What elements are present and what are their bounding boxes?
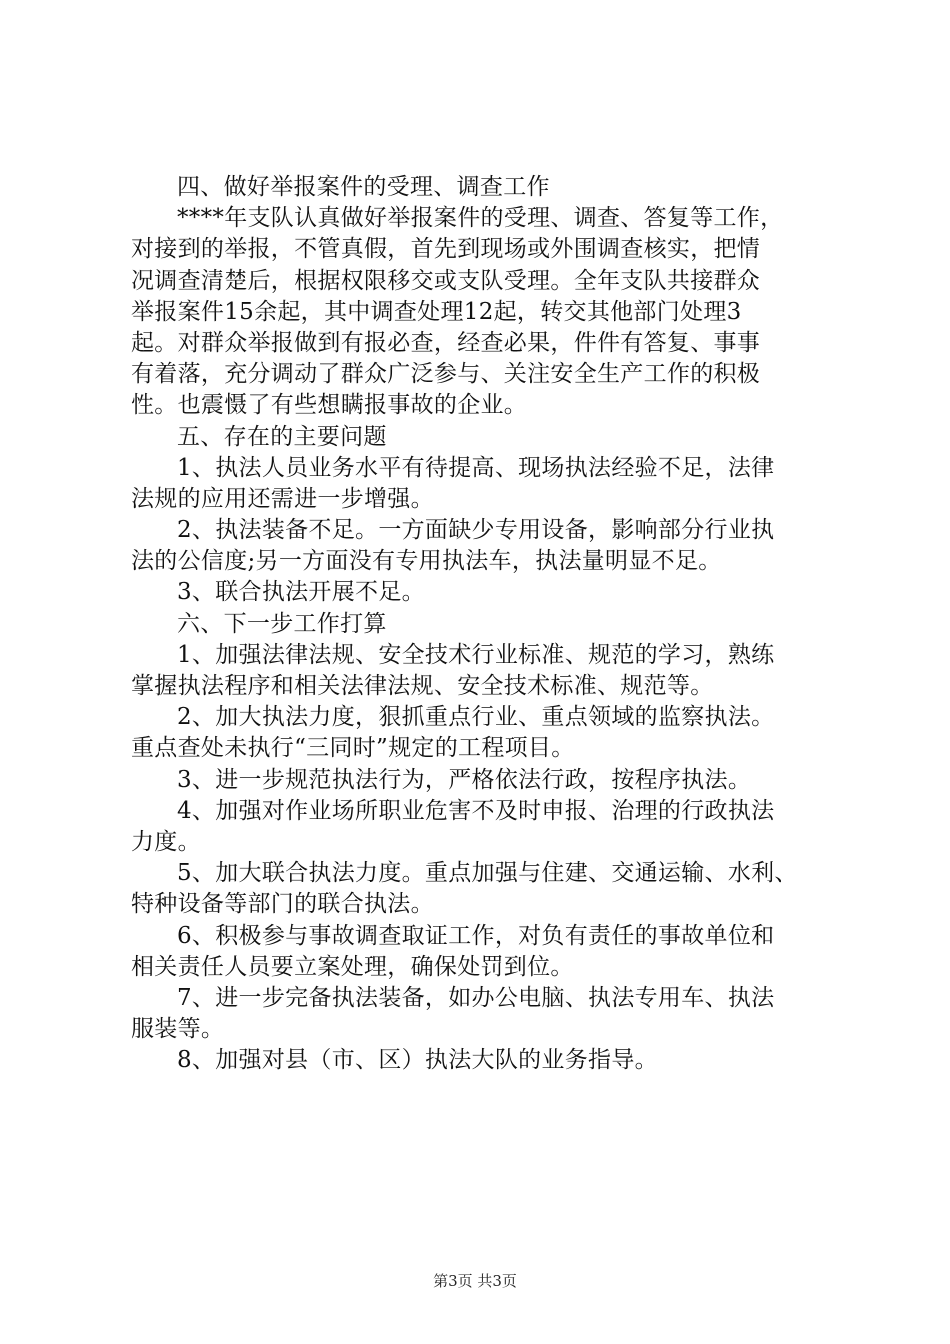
text-line: 3、进一步规范执法行为，严格依法行政，按程序执法。 (177, 766, 752, 793)
text-line: 3、联合执法开展不足。 (177, 579, 425, 606)
text-line: 五、存在的主要问题 (177, 423, 387, 450)
text-line: 7、进一步完备执法装备，如办公电脑、执法专用车、执法 (177, 984, 775, 1011)
document-body (131, 172, 831, 1076)
text-line: 法的公信度;另一方面没有专用执法车，执法量明显不足。 (131, 548, 722, 575)
text-line: 四、做好举报案件的受理、调查工作 (177, 174, 550, 200)
text-line: 对接到的举报，不管真假，首先到现场或外围调查核实，把情 (131, 236, 761, 263)
text-line: 有着落，充分调动了群众广泛参与、关注安全生产工作的积极 (131, 361, 761, 388)
text-line: 6、积极参与事故调查取证工作，对负有责任的事故单位和 (177, 922, 775, 949)
text-line: 性。也震慑了有些想瞒报事故的企业。 (131, 392, 528, 419)
text-line: 1、执法人员业务水平有待提高、现场执法经验不足，法律 (177, 454, 775, 481)
text-line: 六、下一步工作打算 (177, 610, 387, 637)
text-line: 2、加大执法力度，狠抓重点行业、重点领域的监察执法。 (177, 704, 775, 731)
text-line: 起。对群众举报做到有报必查，经查必果，件件有答复、事事 (131, 329, 761, 356)
text-line: 2、执法装备不足。一方面缺少专用设备，影响部分行业执 (177, 517, 775, 544)
text-line: 举报案件15余起，其中调查处理12起，转交其他部门处理3 (131, 298, 742, 325)
text-line: 8、加强对县（市、区）执法大队的业务指导。 (177, 1047, 658, 1074)
text-line: 重点查处未执行“三同时”规定的工程项目。 (131, 735, 575, 762)
text-line: 力度。 (131, 828, 201, 855)
text-line: 法规的应用还需进一步增强。 (131, 485, 434, 512)
text-line: 掌握执法程序和相关法律法规、安全技术标准、规范等。 (131, 673, 714, 699)
text-line: 4、加强对作业场所职业危害不及时申报、治理的行政执法 (177, 797, 775, 824)
text-line: 服装等。 (131, 1016, 225, 1043)
text-line: 1、加强法律法规、安全技术行业标准、规范的学习，熟练 (177, 641, 775, 668)
text-line: 相关责任人员要立案处理，确保处罚到位。 (131, 953, 574, 980)
text-line: 5、加大联合执法力度。重点加强与住建、交通运输、水利、 (177, 860, 798, 887)
page-footer: 第3页 共3页 (433, 1272, 517, 1290)
text-line: ****年支队认真做好举报案件的受理、调查、答复等工作， (177, 205, 784, 232)
text-line: 况调查清楚后，根据权限移交或支队受理。全年支队共接群众 (131, 267, 761, 294)
text-line: 特种设备等部门的联合执法。 (131, 891, 434, 918)
